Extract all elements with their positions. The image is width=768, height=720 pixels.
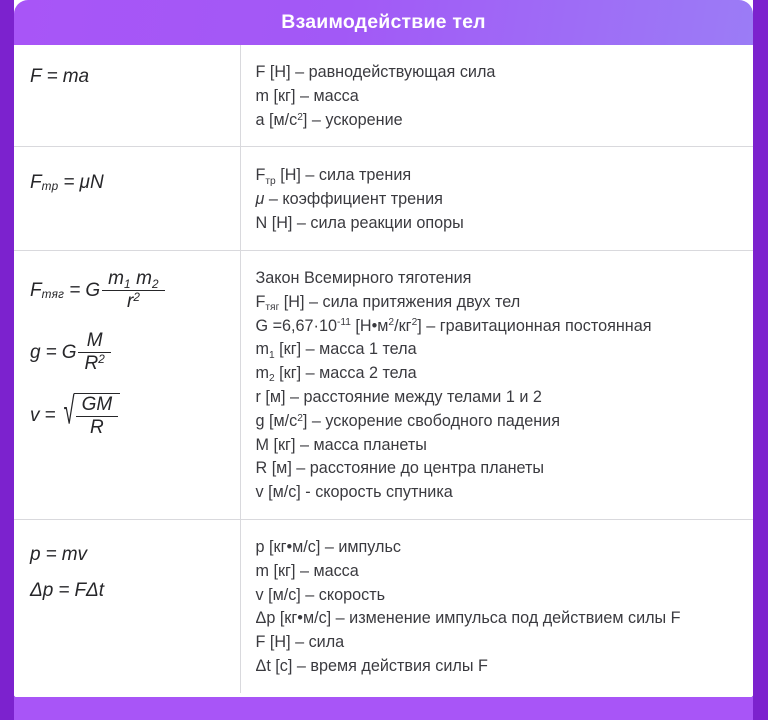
superscript: -11: [336, 317, 351, 329]
table-row: [14, 147, 753, 250]
formula-newton-second-law: [30, 67, 240, 86]
description-line: Δp [кг•м/с] – изменение импульса под действием силы F: [255, 609, 681, 628]
description-line: M [кг] – масса планеты: [255, 435, 427, 454]
formula-rhs: FΔt: [74, 580, 105, 601]
formula-lhs: v: [30, 405, 40, 427]
planet-radius-symbol: R: [84, 353, 99, 375]
symbol: m: [255, 340, 269, 359]
description-cell: [240, 250, 753, 519]
superscript: 2: [388, 317, 395, 329]
formula-card: [14, 0, 753, 697]
description-line: [256, 338, 744, 362]
planet-radius-exponent: 2: [98, 353, 105, 367]
fraction-numerator: M: [86, 329, 103, 351]
mass1-subscript: 1: [123, 277, 131, 291]
mass2-symbol: m: [136, 267, 152, 289]
fraction-denominator: [102, 290, 165, 313]
subscript: 1: [268, 349, 275, 361]
description-text: [Н•м: [350, 316, 389, 335]
description-line: r [м] – расстояние между телами 1 и 2: [255, 387, 542, 406]
description-text: /кг: [394, 316, 412, 335]
symbol: m: [255, 364, 269, 383]
description-text: [Н] – сила реакции опоры: [267, 214, 464, 233]
formula-lhs: p: [30, 544, 41, 565]
card-header: [14, 0, 753, 45]
description-text: g [м/с: [255, 411, 298, 430]
symbol: F: [255, 63, 266, 81]
fraction-denominator: [78, 352, 110, 375]
formula-operator: =: [44, 405, 56, 427]
formula-lhs: g: [30, 342, 41, 364]
formula-cell: [14, 147, 240, 250]
description-text: – коэффициент трения: [264, 190, 443, 209]
symbol: N: [255, 214, 268, 233]
description-line: [256, 362, 744, 386]
subscript: 2: [268, 373, 275, 385]
description-line: [256, 164, 744, 188]
superscript: 2: [297, 412, 303, 424]
table-row: [14, 520, 753, 693]
footer-strip: [14, 697, 753, 720]
radical: [64, 393, 121, 439]
formula-lhs-subscript: тр: [41, 180, 59, 194]
fraction-numerator: [102, 269, 165, 291]
description-text: ] – ускорение свободного падения: [302, 411, 560, 430]
superscript: 2: [297, 111, 303, 123]
description-cell: [240, 520, 753, 693]
formula-rhs: μN: [79, 172, 104, 194]
formula-lhs: F: [30, 172, 42, 194]
description-line: R [м] – расстояние до центра планеты: [255, 459, 545, 478]
page-title: Взаимодействие тел: [281, 11, 486, 33]
description-text: [кг] – масса 1 тела: [274, 340, 417, 359]
symbol: a: [255, 110, 265, 129]
formula-impulse: [30, 581, 240, 600]
description-line: p [кг•м/с] – импульс: [255, 538, 402, 556]
fraction: [78, 331, 110, 375]
table-row: [14, 45, 753, 147]
subscript: тяг: [265, 302, 280, 314]
formula-operator: =: [45, 544, 57, 565]
description-line: [256, 315, 744, 339]
description-line: [256, 212, 744, 236]
mass2-subscript: 2: [151, 277, 159, 291]
formula-lhs: Δp: [30, 580, 54, 601]
description-text: [кг] – масса 2 тела: [274, 364, 417, 383]
description-text: G =6,67·10: [255, 316, 337, 335]
superscript: 2: [411, 317, 418, 329]
description-line: Δt [с] – время действия силы F: [255, 657, 488, 676]
description-text: [Н] – равнодействующая сила: [265, 63, 496, 81]
formula-momentum: [30, 545, 240, 564]
description-text: [Н] – сила трения: [275, 166, 412, 185]
description-text: [Н] – сила притяжения двух тел: [279, 292, 521, 311]
formula-cell: [14, 45, 240, 147]
formula-operator: =: [45, 342, 57, 364]
description-cell: [240, 45, 753, 147]
gravitational-constant-symbol: G: [61, 342, 77, 364]
description-line: [256, 61, 744, 85]
formula-universal-gravitation: [30, 269, 240, 313]
formula-operator: =: [58, 580, 70, 601]
fraction: [102, 269, 165, 313]
description-heading: Закон Всемирного тяготения: [255, 268, 472, 287]
formula-operator: =: [63, 172, 75, 194]
description-text: [кг] – масса: [268, 86, 359, 105]
fraction: [76, 395, 119, 439]
fraction-numerator: GM: [81, 393, 113, 415]
formula-lhs: F: [30, 66, 42, 87]
symbol: m: [255, 86, 269, 105]
formula-rhs: mv: [61, 544, 88, 565]
radicand: [74, 393, 121, 439]
description-text: [м/с: [264, 110, 298, 129]
description-line: [256, 85, 744, 109]
formula-lhs: F: [30, 280, 42, 302]
formula-gravitational-acceleration: [30, 331, 240, 375]
formula-rhs: ma: [62, 66, 90, 87]
square-root-icon: √: [63, 391, 75, 433]
formula-cell: [14, 520, 240, 693]
formula-operator: =: [46, 66, 58, 87]
description-text: ] – гравитационная постоянная: [417, 316, 652, 335]
formula-orbital-velocity: [30, 393, 240, 439]
description-line: [256, 410, 744, 434]
subscript: тр: [265, 175, 276, 187]
table-row: [14, 250, 753, 519]
description-line: F [Н] – сила: [255, 633, 345, 652]
description-line: v [м/с] - скорость спутника: [255, 483, 453, 502]
description-text-tail: ] – ускорение: [302, 110, 403, 129]
description-line: [256, 188, 744, 212]
radius-symbol: r: [127, 291, 134, 313]
gravitational-constant-symbol: G: [85, 280, 101, 302]
description-line: [256, 291, 744, 315]
description-line: v [м/с] – скорость: [255, 585, 386, 604]
symbol: μ: [255, 190, 265, 209]
formula-table: [14, 45, 753, 693]
symbol: F: [255, 166, 266, 185]
formula-cell: [14, 250, 240, 519]
mass1-symbol: m: [108, 267, 124, 289]
radius-exponent: 2: [133, 291, 140, 305]
description-cell: [240, 147, 753, 250]
fraction-denominator: R: [76, 416, 119, 439]
formula-operator: =: [69, 280, 81, 302]
formula-lhs-subscript: тяг: [41, 288, 65, 301]
description-line: m [кг] – масса: [255, 561, 359, 580]
formula-friction-force: [30, 173, 240, 192]
description-line: [256, 109, 744, 133]
symbol: F: [255, 292, 266, 311]
